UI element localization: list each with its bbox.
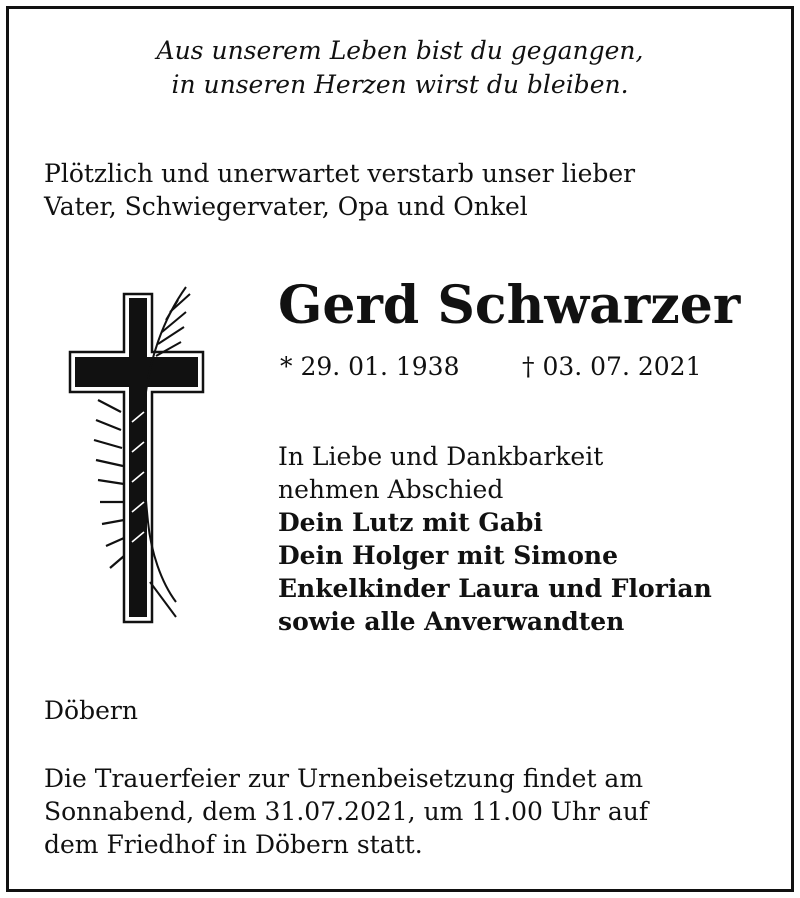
intro-line-1: Plötzlich und unerwartet verstarb unser lieber — [44, 159, 636, 188]
motto-line-2: in unseren Herzen wirst du bleiben. — [171, 70, 629, 99]
mourner-name: Enkelkinder Laura und Florian — [278, 574, 712, 603]
cross-with-palm-branch-icon — [66, 282, 208, 632]
notice-line-2: Sonnabend, dem 31.07.2021, um 11.00 Uhr auf — [44, 797, 649, 826]
farewell-line-1: In Liebe und Dankbarkeit — [278, 442, 604, 471]
death-date: † 03. 07. 2021 — [522, 352, 702, 381]
notice-line-3: dem Friedhof in Döbern statt. — [44, 830, 423, 859]
motto-line-1: Aus unserem Leben bist du gegangen, — [156, 36, 644, 65]
deceased-name: Gerd Schwarzer — [278, 275, 741, 336]
mourner-name: sowie alle Anverwandten — [278, 607, 625, 636]
birth-date: * 29. 01. 1938 — [280, 352, 460, 381]
mourner-name: Dein Lutz mit Gabi — [278, 508, 543, 537]
notice-line-1: Die Trauerfeier zur Urnenbeisetzung findet am — [44, 764, 644, 793]
intro-line-2: Vater, Schwiegervater, Opa und Onkel — [44, 192, 528, 221]
mourner-name: Dein Holger mit Simone — [278, 541, 618, 570]
place-name: Döbern — [44, 696, 138, 725]
farewell-line-2: nehmen Abschied — [278, 475, 504, 504]
